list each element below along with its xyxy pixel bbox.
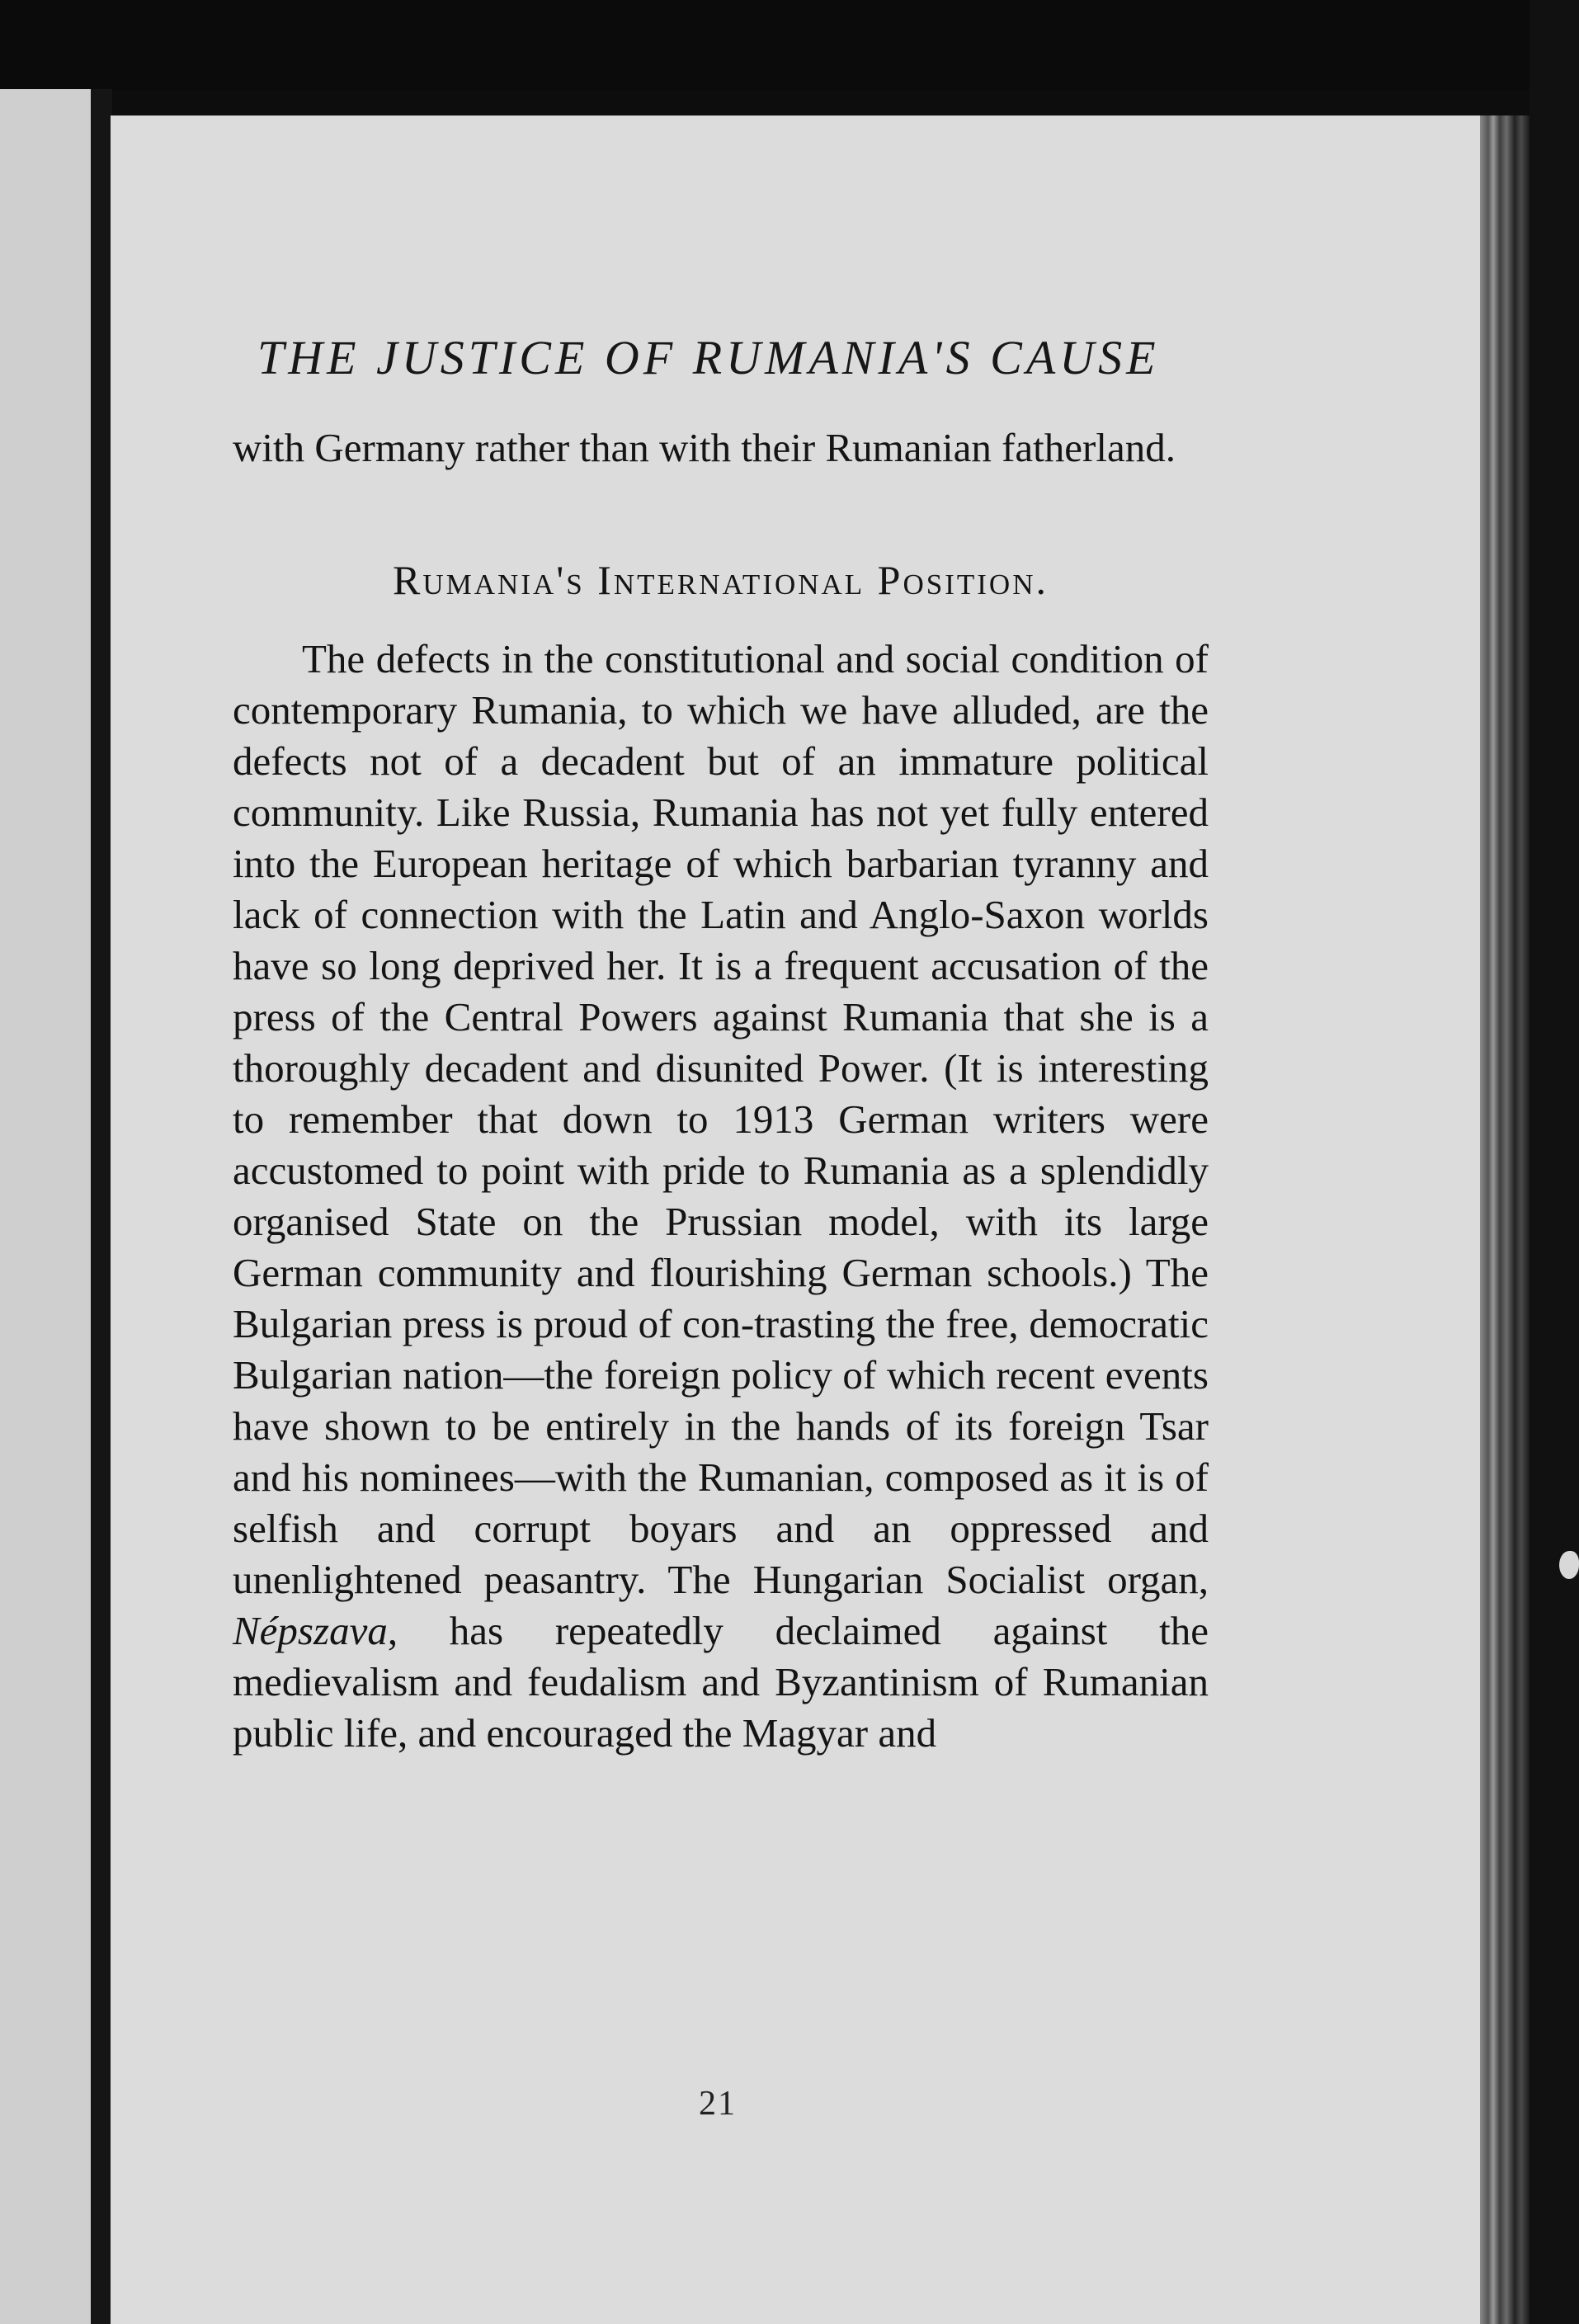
body-text: The defects in the constitutional and social condition of contemporary Rumania, to which we have alluded, are the defects not of a decadent but of an immature political community. Like Russia, Rumania has not yet fully entered into the European heritage of which barbarian tyranny and lack of connection with the Latin and Anglo-Saxon worlds have so long deprived her. It is a frequent accusation of the press of the Central Powers against Rumania that she is a thoroughly decadent and disunited Power. (It is interesting to remember that down to 1913 German writers were accustomed to point with pride to Rumania as a splendidly organised State on the Prussian model, with its large German community and flourishing German schools.) The Bulgarian press is proud of con-trasting the free, democratic Bulgarian nation—the foreign policy of which recent events have shown to be entirely in the hands of its foreign Tsar and his nominees—with the Rumanian, composed as it is of selfish and corrupt boyars and an oppressed and unenlightened peasantry. The Hungarian Socialist organ, <box>233 636 1209 1602</box>
scan-right-border <box>1530 0 1579 2324</box>
italic-term: Népszava <box>233 1608 388 1653</box>
section-heading: Rumania's International Position. <box>393 557 1049 603</box>
body-text-end: , has repeatedly declaimed against the medievalism and feudalism and Byzantinism of Rumanian public life, and encouraged the Magyar and <box>233 1608 1209 1756</box>
page-text <box>233 422 1209 1759</box>
book-gutter <box>91 89 112 2324</box>
facing-page-edge <box>0 89 92 2324</box>
scan-top-border <box>0 0 1579 91</box>
page-number: 21 <box>699 2085 737 2123</box>
page-edge-mark <box>1559 1551 1579 1579</box>
opening-paragraph: with Germany rather than with their Rumanian fatherland. <box>233 425 1176 470</box>
running-head: THE JUSTICE OF RUMANIA'S CAUSE <box>257 331 1160 384</box>
body-paragraph <box>233 634 1209 1759</box>
page-fore-edge <box>1480 115 1530 2324</box>
